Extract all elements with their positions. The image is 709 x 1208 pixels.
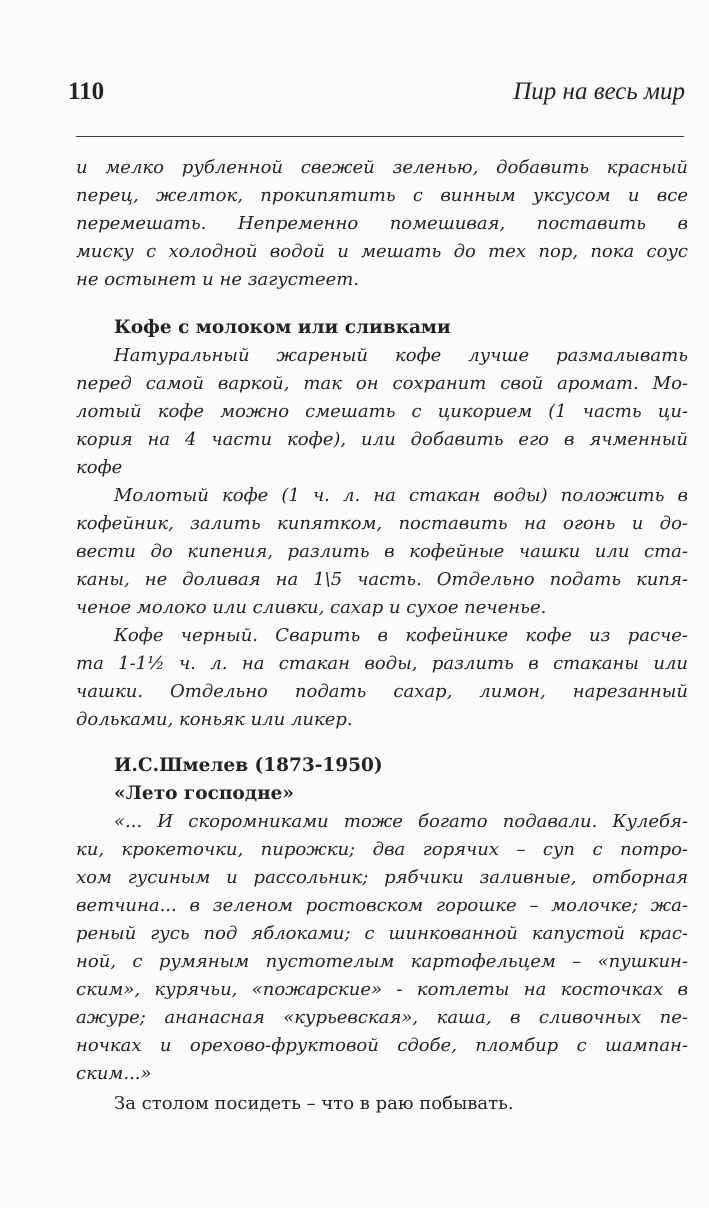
recipe-line: кофейник, залить кипятком, поставить на огонь и до-: [76, 513, 688, 534]
recipe-line: Натуральный жареный кофе лучше размалывать: [114, 345, 688, 366]
intro-line: и мелко рубленной свежей зеленью, добавить красный: [76, 157, 688, 178]
page-header: [68, 78, 685, 114]
author-heading: И.С.Шмелев (1873-1950): [114, 755, 383, 776]
recipe-line: Молотый кофе (1 ч. л. на стакан воды) положить в: [114, 485, 688, 506]
intro-line: не остынет и не загустеет.: [76, 269, 360, 290]
quote-line: ночках и орехово-фруктовой сдобе, пломбир с шампан-: [76, 1035, 688, 1056]
intro-line: перемешать. Непременно помешивая, поставить в: [76, 213, 688, 234]
recipe-line: ченое молоко или сливки, сахар и сухое печенье.: [76, 597, 547, 618]
recipe-line: та 1-1½ ч. л. на стакан воды, разлить в стаканы или: [76, 653, 688, 674]
recipe-line: кория на 4 части кофе), или добавить его в ячменный: [76, 429, 688, 450]
intro-line: миску с холодной водой и мешать до тех пор, пока соус: [76, 241, 688, 262]
closing-line: За столом посидеть – что в раю побывать.: [114, 1093, 514, 1114]
quote-line: ветчина... в зеленом ростовском горошке – молочке; жа-: [76, 895, 688, 916]
recipe-line: вести до кипения, разлить в кофейные чашки или ста-: [76, 541, 688, 562]
recipe-line: чашки. Отдельно подать сахар, лимон, нарезанный: [76, 681, 688, 702]
recipe-line: каны, не доливая на 1\5 часть. Отдельно подать кипя-: [76, 569, 688, 590]
recipe-line: перед самой варкой, так он сохранит свой аромат. Мо-: [76, 373, 688, 394]
recipe-title: Кофе с молоком или сливками: [114, 317, 451, 338]
intro-line: перец, желток, прокипятить с винным уксусом и все: [76, 185, 688, 206]
recipe-line: дольками, коньяк или ликер.: [76, 709, 353, 730]
quote-line: реный гусь под яблоками; с шинкованной капустой крас-: [76, 923, 688, 944]
quote-line: «... И скоромниками тоже богато подавали. Кулебя-: [114, 811, 688, 832]
quote-line: ки, крокеточки, пирожки; два горячих – суп с потро-: [76, 839, 688, 860]
quote-line: ной, с румяным пустотелым картофельцем – «пушкин-: [76, 951, 688, 972]
quote-line: хом гусиным и рассольник; рябчики заливные, отборная: [76, 867, 688, 888]
recipe-line: Кофе черный. Сварить в кофейнике кофе из расче-: [114, 625, 688, 646]
header-rule: [76, 136, 684, 137]
recipe-line: кофе: [76, 457, 123, 478]
quote-line: ским», курячьи, «пожарские» - котлеты на косточках в: [76, 979, 688, 1000]
recipe-line: лотый кофе можно смешать с цикорием (1 часть ци-: [76, 401, 688, 422]
page-number: 110: [68, 78, 105, 105]
quote-line: ским...»: [76, 1063, 152, 1084]
work-title: «Лето господне»: [114, 783, 294, 804]
quote-line: ажуре; ананасная «курьевская», каша, в сливочных пе-: [76, 1007, 688, 1028]
running-title: Пир на весь мир: [513, 78, 685, 105]
